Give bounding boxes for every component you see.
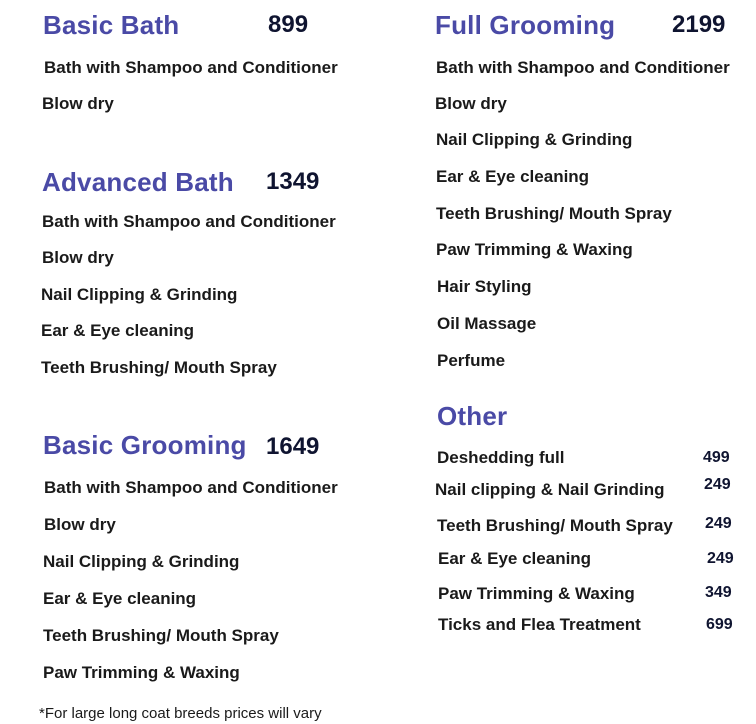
other-item-price: 249 bbox=[707, 550, 734, 567]
full-grooming-item: Perfume bbox=[437, 351, 506, 370]
basic-grooming-item: Ear & Eye cleaning bbox=[43, 589, 197, 608]
basic-grooming-title: Basic Grooming bbox=[43, 430, 247, 460]
basic-bath-item: Blow dry bbox=[42, 94, 114, 113]
advanced-bath-title: Advanced Bath bbox=[42, 167, 234, 197]
full-grooming-price: 2199 bbox=[672, 11, 726, 38]
basic-grooming-item: Bath with Shampoo and Conditioner bbox=[44, 478, 338, 497]
full-grooming-item: Oil Massage bbox=[437, 314, 537, 333]
basic-grooming-item: Nail Clipping & Grinding bbox=[43, 552, 240, 571]
basic-grooming-item: Blow dry bbox=[44, 515, 116, 534]
basic-grooming-item: Paw Trimming & Waxing bbox=[43, 663, 240, 682]
full-grooming-title: Full Grooming bbox=[435, 10, 616, 40]
full-grooming-item: Nail Clipping & Grinding bbox=[436, 130, 633, 149]
other-item-price: 249 bbox=[704, 476, 731, 493]
other-item-price: 699 bbox=[706, 616, 733, 633]
full-grooming-item: Teeth Brushing/ Mouth Spray bbox=[436, 204, 672, 223]
other-item-name: Nail clipping & Nail Grinding bbox=[435, 480, 665, 499]
advanced-bath-item: Teeth Brushing/ Mouth Spray bbox=[41, 358, 277, 377]
basic-bath-item: Bath with Shampoo and Conditioner bbox=[44, 58, 338, 77]
other-item-price: 349 bbox=[705, 584, 732, 601]
other-item-name: Ticks and Flea Treatment bbox=[438, 615, 641, 634]
other-item-name: Ear & Eye cleaning bbox=[438, 549, 592, 568]
advanced-bath-item: Bath with Shampoo and Conditioner bbox=[42, 212, 336, 231]
basic-grooming-item: Teeth Brushing/ Mouth Spray bbox=[43, 626, 279, 645]
full-grooming-item: Bath with Shampoo and Conditioner bbox=[436, 58, 730, 77]
other-item-name: Deshedding full bbox=[437, 448, 565, 467]
advanced-bath-item: Blow dry bbox=[42, 248, 114, 267]
full-grooming-item: Paw Trimming & Waxing bbox=[436, 240, 633, 259]
other-item-price: 249 bbox=[705, 515, 732, 532]
full-grooming-item: Ear & Eye cleaning bbox=[436, 167, 590, 186]
full-grooming-item: Blow dry bbox=[435, 94, 507, 113]
footnote: *For large long coat breeds prices will vary bbox=[39, 705, 322, 722]
basic-grooming-price: 1649 bbox=[266, 433, 320, 460]
other-title: Other bbox=[437, 401, 508, 431]
advanced-bath-price: 1349 bbox=[266, 168, 320, 195]
other-item-name: Teeth Brushing/ Mouth Spray bbox=[437, 516, 673, 535]
basic-bath-title: Basic Bath bbox=[43, 10, 180, 40]
full-grooming-item: Hair Styling bbox=[437, 277, 532, 296]
basic-bath-price: 899 bbox=[268, 11, 309, 38]
other-item-name: Paw Trimming & Waxing bbox=[438, 584, 635, 603]
advanced-bath-item: Ear & Eye cleaning bbox=[41, 321, 195, 340]
other-item-price: 499 bbox=[703, 449, 730, 466]
advanced-bath-item: Nail Clipping & Grinding bbox=[41, 285, 238, 304]
